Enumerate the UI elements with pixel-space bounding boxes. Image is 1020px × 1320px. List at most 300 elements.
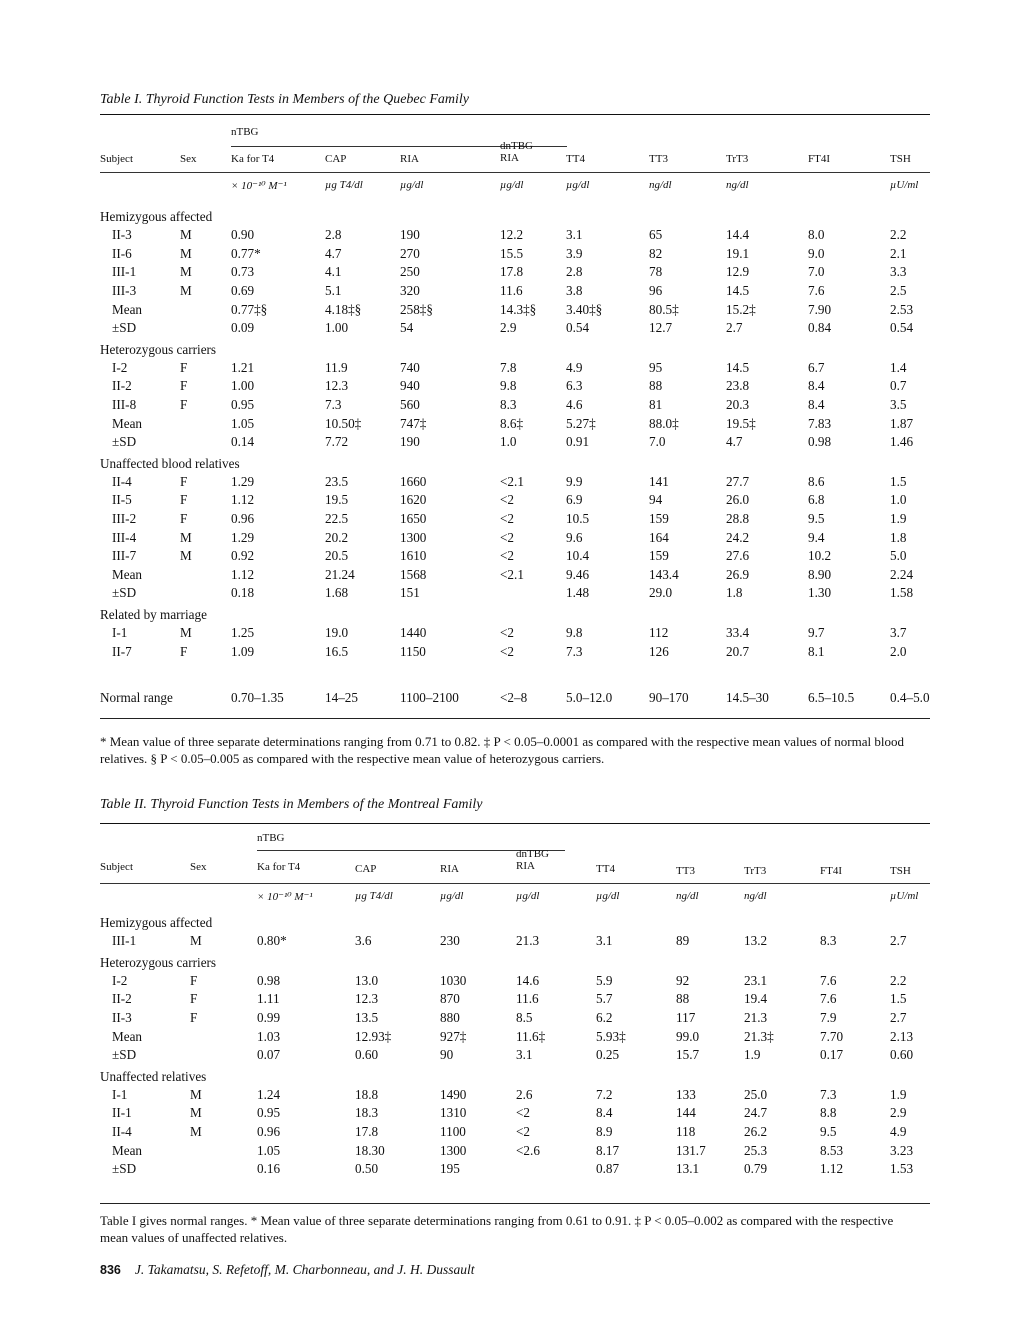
table-cell: 0.69: [231, 283, 255, 299]
table-cell: 1660: [400, 473, 427, 489]
table-cell: 0.98: [257, 972, 281, 988]
table-cell: 23.5: [325, 473, 349, 489]
table-cell: 144: [676, 1105, 696, 1121]
table-cell: [180, 433, 231, 452]
table-cell: 19.1: [726, 245, 750, 261]
table-cell: [180, 319, 231, 338]
table-cell: 14.4: [726, 227, 750, 243]
table-cell: <2: [500, 529, 515, 545]
table-cell: 117: [676, 1010, 696, 1026]
table-cell: 12.2: [500, 227, 524, 243]
table-cell: 2.7: [890, 933, 907, 949]
table-cell: 4.6: [566, 397, 583, 413]
table-cell: 0.25: [596, 1047, 620, 1063]
table-cell: F: [190, 991, 198, 1007]
table-cell: 7.0: [808, 264, 825, 280]
ria-unit: µg/dl: [440, 890, 464, 902]
table-cell: 14.5: [726, 283, 750, 299]
table-cell: 0.07: [257, 1047, 281, 1063]
tt4-header: TT4: [596, 863, 615, 875]
group-label: Related by marriage: [100, 606, 207, 622]
cap-unit: µg T4/dl: [325, 179, 363, 191]
table-row: [100, 566, 930, 585]
table-cell: 1.68: [325, 585, 349, 601]
sex-header: Sex: [190, 861, 207, 873]
table-cell: 24.7: [744, 1105, 768, 1121]
table-cell: 7.3: [820, 1086, 837, 1102]
table-cell: 9.0: [808, 245, 825, 261]
table-cell: 0.16: [257, 1161, 281, 1177]
table-cell: 1300: [400, 529, 427, 545]
table1-bottom-rule: [100, 718, 930, 719]
table-cell: 1490: [440, 1086, 467, 1102]
table-cell: 5.27‡: [566, 415, 596, 431]
table-cell: 250: [400, 264, 420, 280]
table-cell: 0.77*: [231, 245, 261, 261]
table-cell: 13.2: [744, 933, 768, 949]
table-cell: 12.7: [649, 320, 673, 336]
table-cell: 21.3: [516, 933, 540, 949]
table-cell: 0.95: [257, 1105, 281, 1121]
group-label: Hemizygous affected: [100, 209, 213, 224]
table-cell: 9.6: [566, 529, 583, 545]
table-cell: 2.24: [890, 566, 914, 582]
table-cell: 1.53: [890, 1161, 914, 1177]
table-cell: 0.92: [231, 548, 255, 564]
sex-header: Sex: [180, 153, 197, 165]
table-cell: 94: [649, 492, 663, 508]
table-cell: F: [180, 397, 188, 413]
table-cell: 92: [676, 972, 690, 988]
table-cell: Mean: [112, 1142, 143, 1158]
table-cell: 0.4–5.0: [890, 690, 930, 706]
table-cell: 8.4: [808, 397, 825, 413]
table-row: [100, 1160, 930, 1179]
tsh-header: TSH: [890, 865, 911, 877]
table-cell: 0.18: [231, 585, 255, 601]
table-cell: 1300: [440, 1142, 467, 1158]
table-cell: <2.6: [516, 1142, 540, 1158]
table-cell: Normal range: [100, 690, 173, 706]
cap-header: CAP: [355, 863, 377, 875]
table-cell: 159: [649, 548, 669, 564]
table-cell: 27.7: [726, 473, 750, 489]
table-cell: 8.4: [808, 378, 825, 394]
table-cell: 19.0: [325, 624, 349, 640]
group-label: Heterozygous carriers: [100, 954, 217, 970]
table-cell: 10.2: [808, 548, 832, 564]
dntbg-ria-header: RIA: [516, 860, 535, 872]
table-cell: 1.9: [744, 1047, 761, 1063]
table-cell: 14.5–30: [726, 690, 769, 706]
table-cell: 7.9: [820, 1010, 837, 1026]
table-cell: 8.0: [808, 227, 825, 243]
table-cell: ±SD: [112, 320, 137, 336]
table-cell: III-2: [112, 511, 137, 527]
table-cell: 0.73: [231, 264, 255, 280]
table-cell: 2.7: [726, 320, 743, 336]
table-cell: 7.90: [808, 301, 832, 317]
table2-header: [100, 828, 930, 908]
table-cell: 0.79: [744, 1161, 768, 1177]
table-cell: 6.7: [808, 359, 825, 375]
table-cell: 95: [649, 359, 663, 375]
table-cell: <2.1: [500, 473, 524, 489]
table-row: [100, 1027, 930, 1046]
group-label: Hemizygous affected: [100, 915, 213, 930]
table-cell: 1.87: [890, 415, 914, 431]
table-cell: Mean: [112, 1028, 143, 1044]
table-cell: 0.77‡§: [231, 301, 268, 317]
table-cell: 1100–2100: [400, 690, 459, 706]
table-cell: 4.9: [566, 359, 583, 375]
ria-header: RIA: [440, 863, 459, 875]
table-row: [100, 528, 930, 547]
table-cell: II-7: [112, 643, 132, 659]
table-cell: F: [180, 473, 188, 489]
table-cell: <2: [500, 548, 515, 564]
table-cell: 0.54: [566, 320, 590, 336]
table-cell: I-1: [112, 624, 128, 640]
table-cell: 11.6: [500, 283, 523, 299]
table-cell: 8.90: [808, 566, 832, 582]
table-cell: 15.2‡: [726, 301, 756, 317]
table-cell: 1.11: [257, 991, 280, 1007]
table-cell: 0.90: [231, 227, 255, 243]
ntbg-header: nTBG: [231, 126, 259, 138]
table-cell: 9.5: [808, 511, 825, 527]
table-cell: 5.7: [596, 991, 613, 1007]
table-cell: 1.0: [890, 492, 907, 508]
table-cell: 0.70–1.35: [231, 690, 284, 706]
table-cell: 6.5–10.5: [808, 690, 855, 706]
table-row: [100, 300, 930, 319]
table-cell: 258‡§: [400, 301, 433, 317]
table-cell: 7.83: [808, 415, 832, 431]
table-cell: 14.5: [726, 359, 750, 375]
table-row: [100, 319, 930, 338]
table-cell: F: [180, 643, 188, 659]
table-cell: 12.3: [325, 378, 349, 394]
table1-header: [100, 120, 930, 200]
table-cell: 1.5: [890, 991, 907, 1007]
table-cell: 6.3: [566, 378, 583, 394]
table-cell: 1.9: [890, 511, 907, 527]
table-cell: 9.7: [808, 624, 825, 640]
table-cell: 9.9: [566, 473, 583, 489]
table-cell: 9.8: [500, 378, 517, 394]
table-cell: 4.18‡§: [325, 301, 362, 317]
table-cell: 1.29: [231, 473, 255, 489]
table-cell: 2.7: [890, 1010, 907, 1026]
table-cell: 3.1: [566, 227, 583, 243]
table2-body: [100, 906, 930, 1179]
table-cell: [190, 1160, 257, 1179]
dntbg-header: dnTBG: [500, 140, 533, 152]
table-cell: 118: [676, 1124, 696, 1140]
table-cell: <2: [516, 1105, 531, 1121]
table-cell: 20.2: [325, 529, 349, 545]
table-cell: 17.8: [355, 1124, 379, 1140]
table-cell: 0.60: [890, 1047, 914, 1063]
table-row: [100, 433, 930, 452]
table-row: [100, 1086, 930, 1105]
table-cell: 1568: [400, 566, 427, 582]
table-row: [100, 1104, 930, 1123]
table-cell: 88: [649, 378, 663, 394]
table-cell: 5.1: [325, 283, 342, 299]
table2-caption: Table II. Thyroid Function Tests in Members of the Montreal Family: [100, 797, 483, 812]
table-cell: 2.2: [890, 227, 907, 243]
table-cell: II-2: [112, 991, 132, 1007]
table-cell: <2: [516, 1124, 531, 1140]
table-cell: 7.0: [649, 434, 666, 450]
table-cell: M: [190, 1124, 202, 1140]
table-cell: 33.4: [726, 624, 750, 640]
table-cell: 4.1: [325, 264, 342, 280]
table-cell: <2–8: [500, 690, 528, 706]
table-row: [100, 245, 930, 264]
table-row: [100, 282, 930, 301]
table-cell: 0.60: [355, 1047, 379, 1063]
table-cell: 0.96: [257, 1124, 281, 1140]
cap-unit: µg T4/dl: [355, 890, 393, 902]
table-cell: 2.6: [516, 1086, 533, 1102]
table-cell: 19.5: [325, 492, 349, 508]
table-cell: 81: [649, 397, 663, 413]
table-cell: 4.9: [890, 1124, 907, 1140]
group-header-row: [100, 452, 930, 473]
table-cell: [180, 584, 231, 603]
table1-body: [100, 200, 930, 707]
group-header-row: [100, 200, 930, 226]
table-cell: 112: [649, 624, 669, 640]
table-cell: 0.80*: [257, 933, 287, 949]
table-row: [100, 491, 930, 510]
table-cell: 4.7: [325, 245, 342, 261]
table-cell: I-2: [112, 359, 128, 375]
table-cell: 8.17: [596, 1142, 620, 1158]
table-cell: Mean: [112, 566, 143, 582]
table-cell: 1310: [440, 1105, 467, 1121]
trt3-header: TrT3: [726, 153, 749, 165]
table-cell: 7.2: [596, 1086, 613, 1102]
table-cell: 1.25: [231, 624, 255, 640]
table1-footnote: * Mean value of three separate determinations ranging from 0.71 to 0.82. ‡ P < 0.05–0.0001 as compared with the respective mean values of normal blood relatives. § P < 0.05–0.005 as compared with the respective mean value of heterozygous carriers.: [100, 734, 904, 766]
table-cell: 23.8: [726, 378, 750, 394]
table-cell: 1.58: [890, 585, 914, 601]
table-cell: 9.5: [820, 1124, 837, 1140]
table-cell: 88: [676, 991, 690, 1007]
table-cell: 2.9: [890, 1105, 907, 1121]
table-cell: 12.9: [726, 264, 750, 280]
table-cell: 5.0: [890, 548, 907, 564]
subject-header: Subject: [100, 861, 133, 873]
table-cell: 99.0: [676, 1028, 700, 1044]
table-cell: 1.4: [890, 359, 907, 375]
table-cell: 7.3: [325, 397, 342, 413]
table-cell: 54: [400, 320, 414, 336]
table-cell: Mean: [112, 301, 143, 317]
table-cell: 3.3: [890, 264, 907, 280]
table-cell: II-6: [112, 245, 132, 261]
table-cell: III-8: [112, 397, 137, 413]
cap-header: CAP: [325, 153, 347, 165]
table-cell: M: [180, 529, 192, 545]
dntbg-unit: µg/dl: [500, 179, 524, 191]
table-cell: F: [180, 378, 188, 394]
table-cell: <2: [500, 624, 515, 640]
table-cell: 12.3: [355, 991, 379, 1007]
table-row: [100, 1046, 930, 1065]
table-cell: [190, 1141, 257, 1160]
table-row: [100, 624, 930, 643]
table-cell: 143.4: [649, 566, 679, 582]
table-cell: [180, 414, 231, 433]
table-row: [100, 932, 930, 951]
table-cell: F: [180, 511, 188, 527]
ntbg-header: nTBG: [257, 832, 285, 844]
table-cell: 0.91: [566, 434, 590, 450]
ft4i-header: FT4I: [820, 865, 842, 877]
table-row: [100, 414, 930, 433]
table-cell: 1.00: [325, 320, 349, 336]
table-cell: 2.13: [890, 1028, 914, 1044]
table-cell: 16.5: [325, 643, 349, 659]
table-cell: 0.98: [808, 434, 832, 450]
table-cell: 9.8: [566, 624, 583, 640]
dntbg-header: dnTBG: [516, 848, 549, 860]
table-cell: 880: [440, 1010, 460, 1026]
table-cell: 26.2: [744, 1124, 768, 1140]
trt3-unit: ng/dl: [744, 890, 767, 902]
group-label: Unaffected blood relatives: [100, 455, 240, 471]
table-cell: 3.5: [890, 397, 907, 413]
group-header-row: [100, 1065, 930, 1086]
table-cell: 25.0: [744, 1086, 768, 1102]
table-cell: <2: [500, 511, 515, 527]
table-cell: 26.0: [726, 492, 750, 508]
table-cell: 9.46: [566, 566, 590, 582]
table-row: [100, 584, 930, 603]
table-cell: 13.0: [355, 972, 379, 988]
table-cell: F: [190, 972, 198, 988]
table-cell: 126: [649, 643, 669, 659]
table-cell: M: [190, 1105, 202, 1121]
table-cell: 1.8: [890, 529, 907, 545]
table-cell: 1.03: [257, 1028, 281, 1044]
table-cell: [190, 1027, 257, 1046]
table-cell: 0.96: [231, 511, 255, 527]
table-cell: 19.4: [744, 991, 768, 1007]
table-cell: 0.99: [257, 1010, 281, 1026]
table-cell: 190: [400, 227, 420, 243]
table-cell: 1.00: [231, 378, 255, 394]
table-cell: 1.5: [890, 473, 907, 489]
table-cell: 0.95: [231, 397, 255, 413]
table-cell: 747‡: [400, 415, 427, 431]
table-cell: II-4: [112, 1124, 132, 1140]
table-cell: 131.7: [676, 1142, 706, 1158]
group-header-row: [100, 338, 930, 359]
ka-header: Ka for T4: [257, 861, 301, 873]
table-cell: 1.21: [231, 359, 255, 375]
table-cell: 28.8: [726, 511, 750, 527]
table2-header-rule: [100, 883, 930, 884]
table-cell: <2.1: [500, 566, 524, 582]
tsh-unit: µU/ml: [890, 179, 919, 191]
table-cell: 80.5‡: [649, 301, 679, 317]
table-cell: 2.2: [890, 972, 907, 988]
table-cell: 2.0: [890, 643, 907, 659]
table-row: [100, 473, 930, 492]
table-cell: 1.12: [820, 1161, 844, 1177]
table-cell: 2.9: [500, 320, 517, 336]
table-cell: 89: [676, 933, 690, 949]
table-cell: 8.3: [820, 933, 837, 949]
trt3-unit: ng/dl: [726, 179, 749, 191]
table-row: [100, 972, 930, 991]
table-cell: 23.1: [744, 972, 768, 988]
table-cell: [180, 300, 231, 319]
table-cell: I-2: [112, 972, 128, 988]
table-cell: 3.1: [596, 933, 613, 949]
table-cell: 320: [400, 283, 420, 299]
table-cell: 8.3: [500, 397, 517, 413]
table-cell: M: [180, 245, 192, 261]
table-cell: ±SD: [112, 1047, 137, 1063]
table-cell: 1.0: [500, 434, 517, 450]
normal-range-row: [100, 689, 930, 708]
table-cell: 90–170: [649, 690, 689, 706]
table-cell: 14.3‡§: [500, 301, 537, 317]
table-cell: 3.40‡§: [566, 301, 603, 317]
tt4-header: TT4: [566, 153, 585, 165]
table-cell: 78: [649, 264, 663, 280]
table-cell: 10.5: [566, 511, 590, 527]
table-cell: III-1: [112, 933, 137, 949]
table-cell: 1.09: [231, 643, 255, 659]
table-cell: 18.8: [355, 1086, 379, 1102]
table-cell: 3.6: [355, 933, 372, 949]
table-cell: 8.6: [808, 473, 825, 489]
table-cell: 22.5: [325, 511, 349, 527]
table-cell: II-3: [112, 227, 132, 243]
table-cell: II-4: [112, 473, 132, 489]
table-cell: 927‡: [440, 1028, 467, 1044]
tt4-unit: µg/dl: [566, 179, 590, 191]
table-cell: III-3: [112, 283, 137, 299]
table-cell: 1440: [400, 624, 427, 640]
table-cell: 90: [440, 1047, 454, 1063]
table-cell: 3.23: [890, 1142, 914, 1158]
table-cell: 1.8: [726, 585, 743, 601]
table-cell: 8.9: [596, 1124, 613, 1140]
table-cell: 230: [440, 933, 460, 949]
table-cell: 15.5: [500, 245, 524, 261]
table-cell: 3.1: [516, 1047, 533, 1063]
table-cell: 7.8: [500, 359, 517, 375]
table-cell: ±SD: [112, 585, 137, 601]
table-cell: 5.0–12.0: [566, 690, 613, 706]
ria-header: RIA: [400, 153, 419, 165]
table-cell: 8.8: [820, 1105, 837, 1121]
table-cell: 1620: [400, 492, 427, 508]
table-cell: 8.6‡: [500, 415, 524, 431]
dntbg-ria-header: RIA: [500, 152, 519, 164]
table-cell: 6.2: [596, 1010, 613, 1026]
table2-footnote: Table I gives normal ranges. * Mean value of three separate determinations ranging from 0.61 to 0.91. ‡ P < 0.05–0.002 as compared with the respective mean values of unaffected relatives.: [100, 1213, 894, 1245]
